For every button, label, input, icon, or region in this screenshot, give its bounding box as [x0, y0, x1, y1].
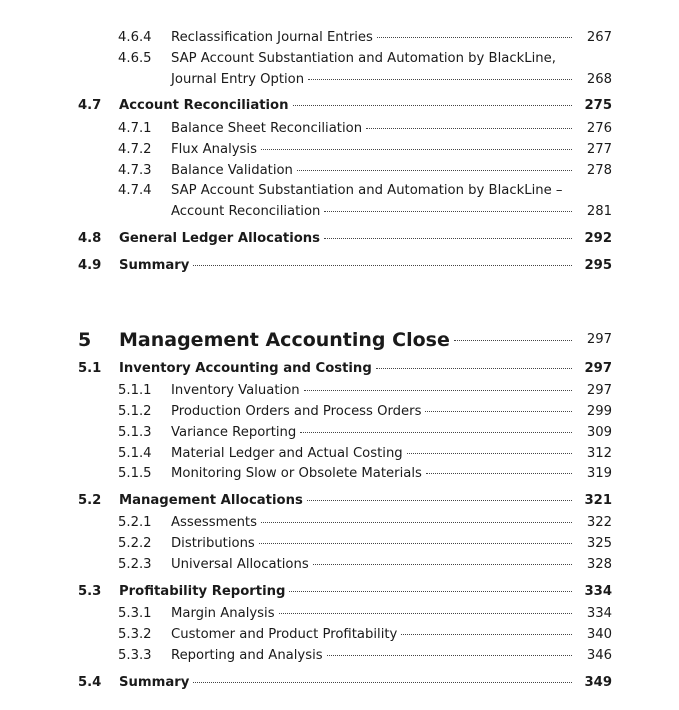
toc-entry-number: 4.7 [78, 98, 102, 113]
toc-subsection-entry [0, 444, 679, 464]
toc-entry-title: Margin Analysis [171, 606, 275, 621]
toc-entry-page-number: 319 [586, 466, 612, 481]
toc-entry-page-number: 334 [584, 584, 612, 599]
toc-entry-title-line [171, 181, 572, 201]
toc-entry-number: 5.1 [78, 361, 102, 376]
toc-entry-number: 5.3.2 [118, 627, 152, 642]
toc-entry-title-line [171, 646, 572, 666]
toc-entry-title: Variance Reporting [171, 425, 297, 440]
toc-entry-title: Reporting and Analysis [171, 648, 323, 663]
dot-leader [308, 78, 572, 80]
toc-entry-number: 4.7.4 [118, 183, 152, 198]
toc-entry-title: SAP Account Substantiation and Automation by BlackLine – [171, 183, 563, 198]
toc-entry-page-number: 297 [584, 361, 612, 376]
toc-subsection-entry [0, 202, 679, 222]
toc-section-entry [0, 96, 679, 116]
toc-entry-title: Material Ledger and Actual Costing [171, 446, 403, 461]
toc-entry-page-number: 299 [586, 404, 612, 419]
toc-entry-page-number: 328 [586, 557, 612, 572]
dot-leader [401, 633, 572, 635]
toc-entry-title: Inventory Accounting and Costing [119, 361, 372, 376]
dot-leader [300, 431, 572, 433]
dot-leader [293, 104, 573, 106]
toc-entry-page-number: 276 [586, 121, 612, 136]
toc-entry-page-number: 267 [586, 30, 612, 45]
toc-entry-title-line [171, 423, 572, 443]
toc-entry-title-line [171, 444, 572, 464]
toc-entry-title-line [171, 402, 572, 422]
dot-leader [304, 389, 572, 391]
toc-subsection-entry [0, 181, 679, 201]
toc-entry-number: 5.1.2 [118, 404, 152, 419]
toc-entry-title-line [171, 625, 572, 645]
toc-entry-title-line [171, 381, 572, 401]
toc-subsection-entry [0, 28, 679, 48]
toc-entry-page-number: 275 [584, 98, 612, 113]
toc-subsection-entry [0, 161, 679, 181]
toc-entry-number: 5.3.1 [118, 606, 152, 621]
toc-entry-title: Flux Analysis [171, 142, 257, 157]
dot-leader [366, 127, 572, 129]
toc-entry-title: Summary [119, 675, 190, 690]
toc-subsection-entry [0, 534, 679, 554]
toc-entry-title-line [171, 513, 572, 533]
dot-leader [567, 190, 573, 191]
toc-entry-title-line [171, 28, 572, 48]
toc-entry-number: 5.1.5 [118, 466, 152, 481]
toc-entry-page-number: 297 [586, 383, 612, 398]
toc-entry-page-number: 340 [586, 627, 612, 642]
toc-entry-title-line [171, 555, 572, 575]
toc-entry-number: 4.7.2 [118, 142, 152, 157]
toc-entry-page-number: 325 [586, 536, 612, 551]
toc-entry-page-number: 297 [586, 332, 612, 347]
toc-chapter-entry [0, 327, 679, 353]
toc-entry-title: Account Reconciliation [119, 98, 289, 113]
toc-entry-page-number: 295 [584, 258, 612, 273]
toc-entry-title-line [119, 582, 572, 602]
toc-entry-number: 5.1.3 [118, 425, 152, 440]
dot-leader [279, 612, 572, 614]
toc-entry-title-line [171, 161, 572, 181]
toc-entry-page-number: 349 [584, 675, 612, 690]
dot-leader [376, 367, 572, 369]
toc-entry-page-number: 278 [586, 163, 612, 178]
toc-entry-title: Journal Entry Option [171, 72, 305, 87]
toc-entry-page-number: 321 [584, 493, 612, 508]
dot-leader [425, 410, 572, 412]
toc-entry-page-number: 292 [584, 231, 612, 246]
toc-entry-page-number: 322 [586, 515, 612, 530]
toc-entry-title: Distributions [171, 536, 255, 551]
toc-section-entry [0, 491, 679, 511]
toc-entry-title: Balance Sheet Reconciliation [171, 121, 363, 136]
toc-entry-number: 5.2.2 [118, 536, 152, 551]
dot-leader [324, 210, 572, 212]
toc-entry-title: Management Allocations [119, 493, 303, 508]
toc-entry-number: 4.9 [78, 258, 102, 273]
dot-leader [193, 681, 572, 683]
dot-leader [327, 654, 572, 656]
toc-entry-number: 5.1.4 [118, 446, 152, 461]
dot-leader [259, 542, 572, 544]
toc-entry-page-number: 309 [586, 425, 612, 440]
dot-leader [193, 264, 572, 266]
toc-entry-title: Production Orders and Process Orders [171, 404, 422, 419]
toc-subsection-entry [0, 423, 679, 443]
toc-subsection-entry [0, 49, 679, 69]
dot-leader [307, 499, 572, 501]
toc-subsection-entry [0, 119, 679, 139]
toc-entry-title-line [171, 140, 572, 160]
dot-leader [289, 590, 572, 592]
toc-section-entry [0, 673, 679, 693]
toc-entry-number: 4.7.1 [118, 121, 152, 136]
toc-subsection-entry [0, 381, 679, 401]
toc-subsection-entry [0, 464, 679, 484]
toc-entry-title-line [119, 96, 572, 116]
toc-entry-title-line [119, 491, 572, 511]
dot-leader [261, 521, 572, 523]
toc-subsection-entry [0, 646, 679, 666]
toc-section-entry [0, 229, 679, 249]
dot-leader [454, 339, 572, 341]
dot-leader [560, 58, 572, 59]
toc-entry-title-line [119, 327, 572, 353]
toc-entry-number: 5.2.3 [118, 557, 152, 572]
dot-leader [377, 36, 572, 38]
toc-subsection-entry [0, 555, 679, 575]
toc-subsection-entry [0, 70, 679, 90]
toc-entry-title-line [171, 70, 572, 90]
toc-entry-title: Reclassification Journal Entries [171, 30, 373, 45]
toc-entry-number: 4.7.3 [118, 163, 152, 178]
dot-leader [324, 237, 572, 239]
toc-entry-title: Balance Validation [171, 163, 293, 178]
toc-entry-title-line [171, 534, 572, 554]
toc-entry-title: General Ledger Allocations [119, 231, 321, 246]
toc-entry-title: Account Reconciliation [171, 204, 321, 219]
toc-subsection-entry [0, 140, 679, 160]
toc-entry-number: 5 [78, 329, 92, 351]
toc-subsection-entry [0, 513, 679, 533]
toc-entry-number: 5.2.1 [118, 515, 152, 530]
dot-leader [407, 452, 572, 454]
toc-entry-title-line [171, 119, 572, 139]
toc-entry-number: 5.3.3 [118, 648, 152, 663]
toc-entry-number: 5.3 [78, 584, 102, 599]
toc-entry-title: Customer and Product Profitability [171, 627, 398, 642]
toc-entry-title-line [171, 49, 572, 69]
toc-entry-number: 4.6.5 [118, 51, 152, 66]
toc-entry-page-number: 281 [586, 204, 612, 219]
toc-entry-title: Summary [119, 258, 190, 273]
toc-entry-title-line [119, 256, 572, 276]
toc-entry-title-line [171, 604, 572, 624]
dot-leader [426, 472, 572, 474]
toc-entry-page-number: 334 [586, 606, 612, 621]
toc-entry-title: Management Accounting Close [119, 329, 450, 351]
toc-entry-title-line [119, 359, 572, 379]
toc-entry-title-line [119, 673, 572, 693]
toc-entry-title: Universal Allocations [171, 557, 309, 572]
toc-section-entry [0, 256, 679, 276]
toc-subsection-entry [0, 604, 679, 624]
toc-entry-number: 5.4 [78, 675, 102, 690]
toc-entry-page-number: 312 [586, 446, 612, 461]
toc-entry-title-line [119, 229, 572, 249]
toc-entry-number: 4.6.4 [118, 30, 152, 45]
dot-leader [313, 563, 572, 565]
dot-leader [297, 169, 572, 171]
toc-subsection-entry [0, 625, 679, 645]
toc-entry-page-number: 277 [586, 142, 612, 157]
toc-entry-number: 5.2 [78, 493, 102, 508]
toc-entry-number: 4.8 [78, 231, 102, 246]
toc-entry-title: SAP Account Substantiation and Automation by BlackLine, [171, 51, 556, 66]
toc-section-entry [0, 582, 679, 602]
toc-entry-page-number: 268 [586, 72, 612, 87]
toc-entry-title-line [171, 202, 572, 222]
toc-section-entry [0, 359, 679, 379]
toc-entry-title: Profitability Reporting [119, 584, 286, 599]
toc-entry-title: Inventory Valuation [171, 383, 300, 398]
toc-entry-number: 5.1.1 [118, 383, 152, 398]
toc-subsection-entry [0, 402, 679, 422]
toc-entry-title-line [171, 464, 572, 484]
toc-entry-title: Assessments [171, 515, 257, 530]
dot-leader [261, 148, 572, 150]
toc-entry-title: Monitoring Slow or Obsolete Materials [171, 466, 422, 481]
toc-entry-page-number: 346 [586, 648, 612, 663]
